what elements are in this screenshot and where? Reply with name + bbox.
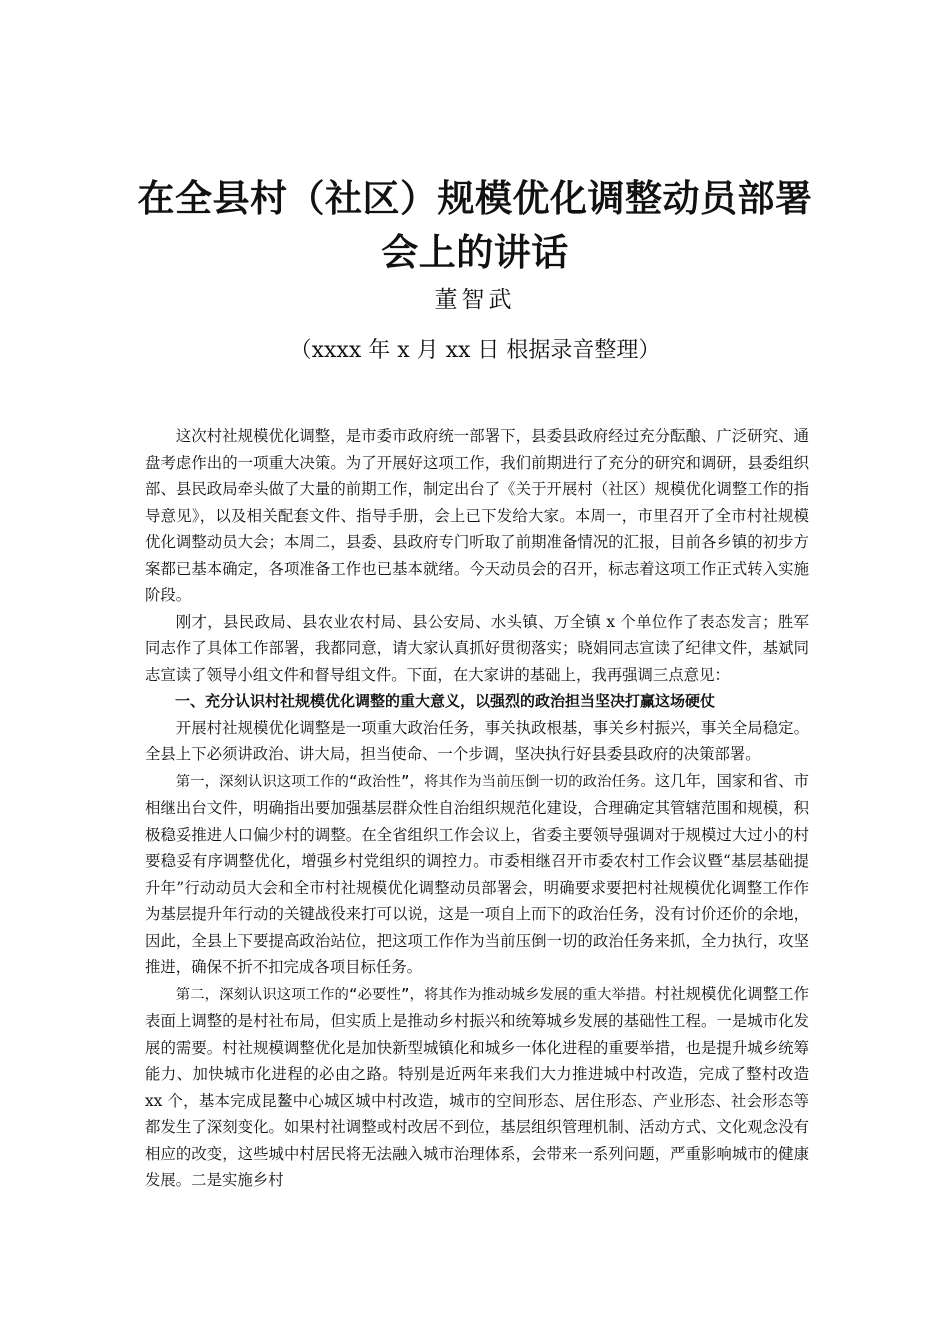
paragraph xyxy=(145,768,809,981)
paragraph-text: 这几年，国家和省、市相继出台文件，明确指出要加强基层群众性自治组织规范化建设，合理确定其管辖范围和规模，积极稳妥推进人口偏少村的调整。在全省组织工作会议上，省委主要领导强调对于规模过大过小的村要稳妥有序调整优化，增强乡村党组织的调控力。市委相继召开市委农村工作会议暨“基层基础提升年”行动动员大会和全市村社规模优化调整动员部署会，明确要求要把村社规模优化调整工作作为基层提升年行动的关键战役来打可以说，这是一项自上而下的政治任务，没有讨价还价的余地，因此，全县上下要提高政治站位，把这项工作作为当前压倒一切的政治任务来抓，全力执行，攻坚推进，确保不折不扣完成各项目标任务。 xyxy=(145,771,809,976)
document-body xyxy=(145,423,809,1194)
paragraph: 这次村社规模优化调整，是市委市政府统一部署下，县委县政府经过充分酝酿、广泛研究、通盘考虑作出的一项重大决策。为了开展好这项工作，我们前期进行了充分的研究和调研，县委组织部、县民政局牵头做了大量的前期工作，制定出台了《关于开展村（社区）规模优化调整工作的指导意见》，以及相关配套文件、指导手册，会上已下发给大家。本周一，市里召开了全市村社规模优化调整动员大会；本周二，县委、县政府专门听取了前期准备情况的汇报，目前各乡镇的初步方案都已基本确定，各项准备工作也已基本就绪。今天动员会的召开，标志着这项工作正式转入实施阶段。 xyxy=(145,427,809,604)
paragraph-lead: 第一，深刻认识这项工作的“政治性”，将其作为当前压倒一切的政治任务。 xyxy=(175,773,655,790)
author-name: 董智武 xyxy=(434,287,516,313)
date-note: （xxxx 年 x 月 xx 日 根据录音整理） xyxy=(289,338,661,363)
paragraph-lead: 第二，深刻认识这项工作的“必要性”，将其作为推动城乡发展的重大举措。 xyxy=(175,986,655,1003)
paragraph-text: 村社规模优化调整工作表面上调整的是村社布局，但实质上是推动乡村振兴和统筹城乡发展的基础性工程。一是城市化发展的需要。村社规模调整优化是加快新型城镇化和城乡一体化进程的重要举措，也是提升城乡统筹能力、加快城市化进程的必由之路。特别是近两年来我们大力推进城中村改造，完成了整村改造 xx 个，基本完成昆鳌中心城区城中村改造，城市的空间形态、居住形态、产业形态、社会形态等都发生了深刻变化。如果村社调整或村改居不到位，基层组织管理机制、活动方式、文化观念没有相应的改变，这些城中村居民将无法融入城市治理体系，会带来一系列问题，严重影响城市的健康发展。二是实施乡村 xyxy=(145,984,809,1189)
paragraph xyxy=(145,981,809,1194)
paragraph: 刚才，县民政局、县农业农村局、县公安局、水头镇、万全镇 x 个单位作了表态发言；胜军同志作了具体工作部署，我都同意，请大家认真抓好贯彻落实；晓娟同志宣读了纪律文件，基斌同志宣读了领导小组文件和督导组文件。下面，在大家讲的基础上，我再强调三点意见： xyxy=(145,612,809,684)
document-title: 在全县村（社区）规模优化调整动员部署会上的讲话 xyxy=(137,177,813,274)
paragraph: 开展村社规模优化调整是一项重大政治任务，事关执政根基，事关乡村振兴，事关全局稳定。全县上下必须讲政治、讲大局，担当使命、一个步调，坚决执行好县委县政府的决策部署。 xyxy=(145,718,809,763)
section-heading: 一、充分认识村社规模优化调整的重大意义，以强烈的政治担当坚决打赢这场硬仗 xyxy=(175,692,716,710)
